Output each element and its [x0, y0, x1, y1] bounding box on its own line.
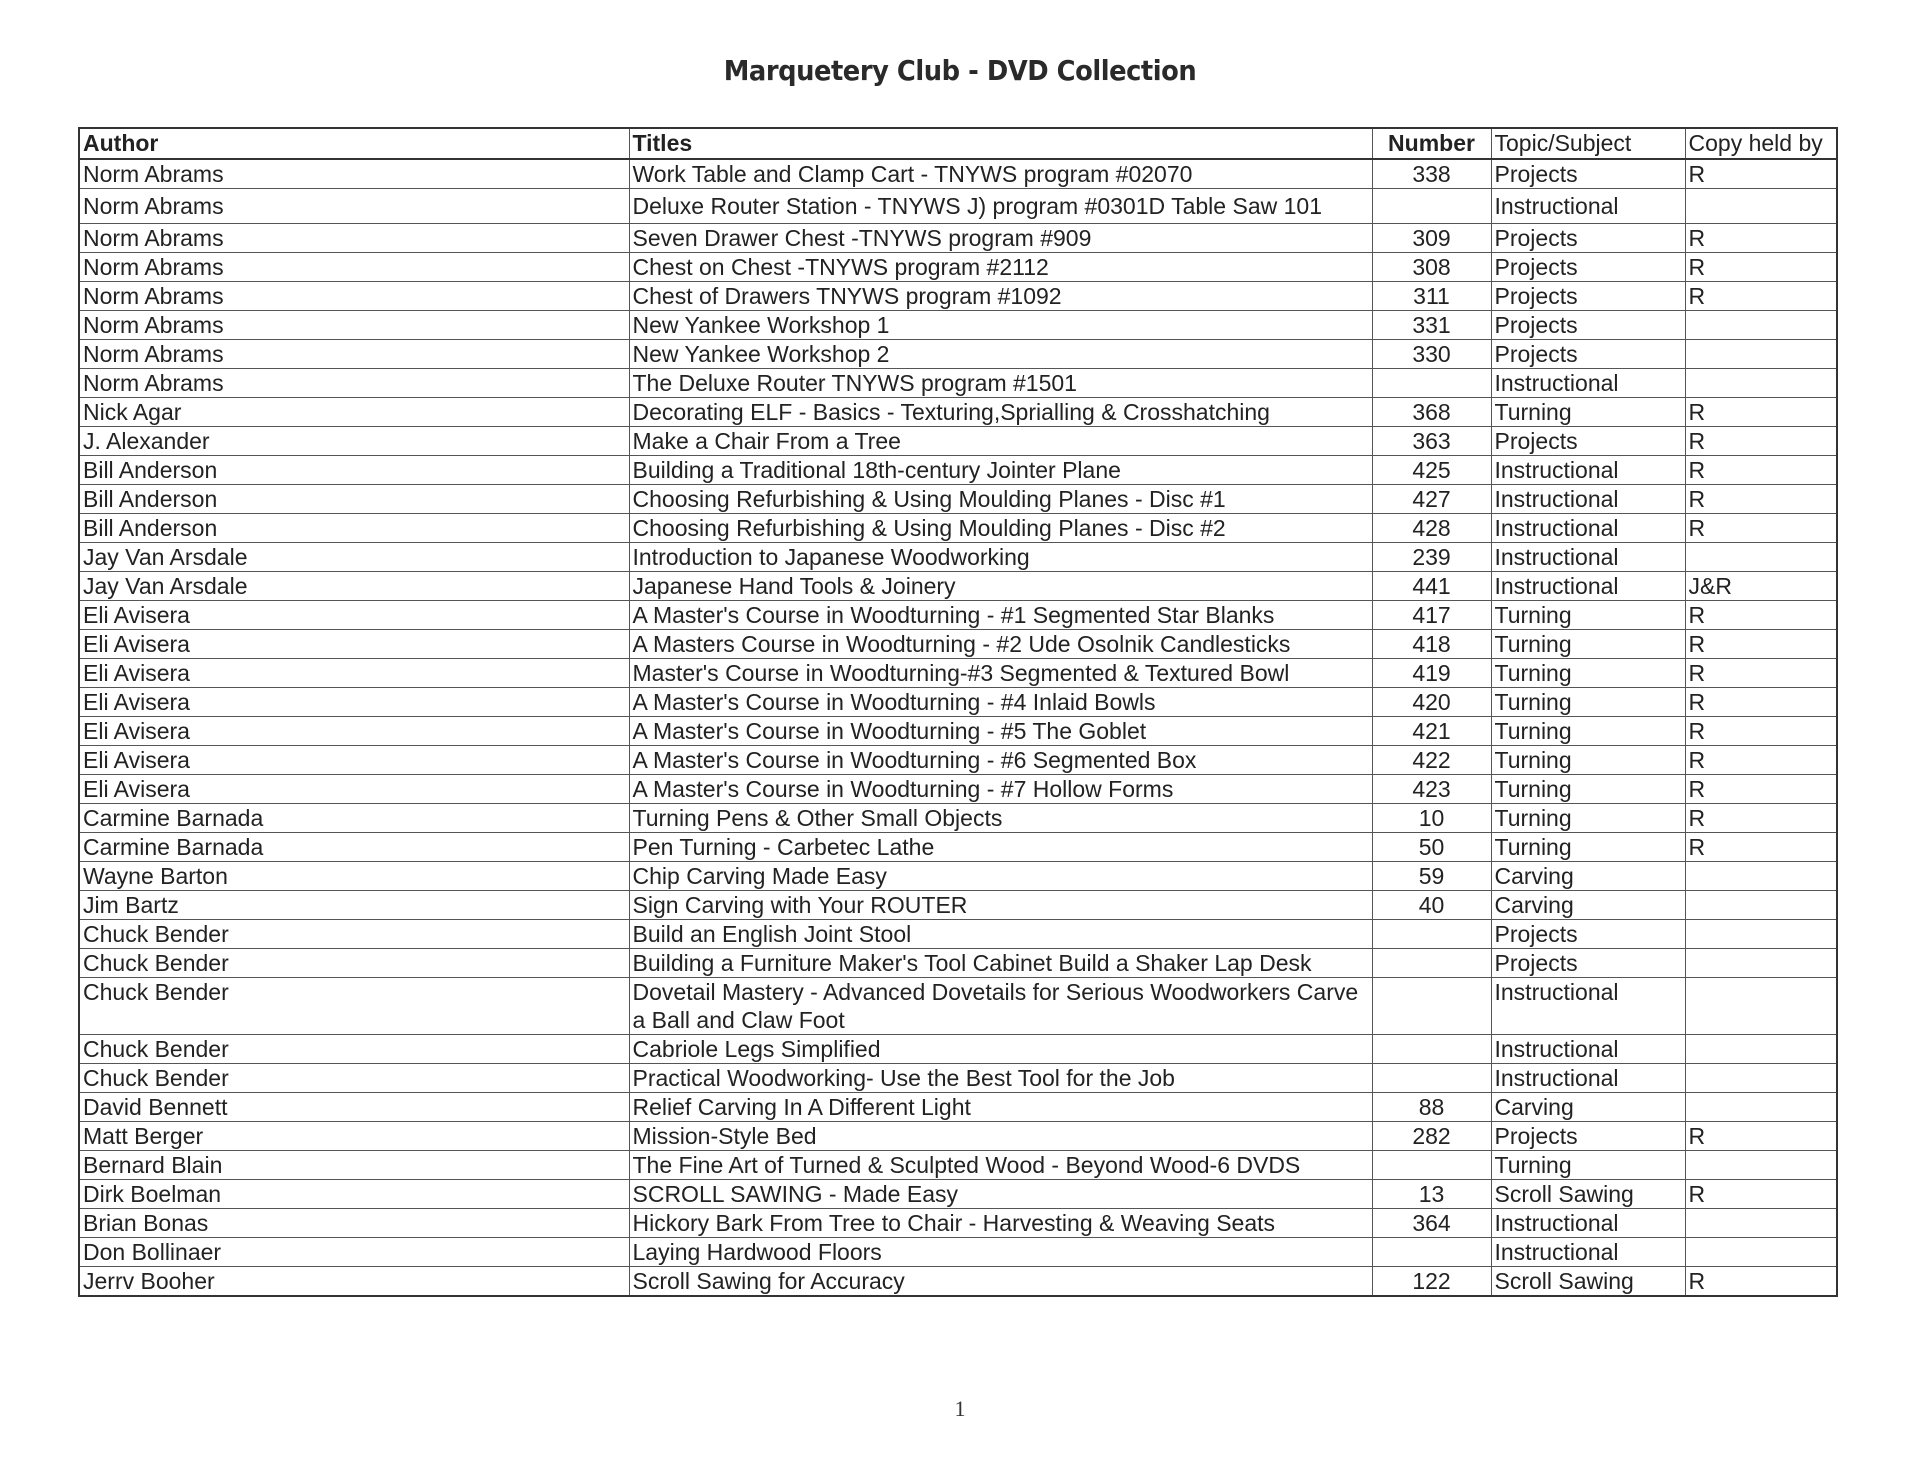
cell-copy-held-by: R: [1685, 659, 1836, 688]
cell-title: Introduction to Japanese Woodworking: [629, 543, 1372, 572]
cell-number: 423: [1372, 775, 1491, 804]
table-row: [80, 189, 1836, 224]
cell-copy-held-by: R: [1685, 601, 1836, 630]
cell-title: Dovetail Mastery - Advanced Dovetails for Serious Woodworkers Carve a Ball and Claw Foot: [629, 978, 1372, 1035]
cell-number: 88: [1372, 1093, 1491, 1122]
cell-copy-held-by: [1685, 369, 1836, 398]
table-row: [80, 456, 1836, 485]
cell-title: Chest of Drawers TNYWS program #1092: [629, 282, 1372, 311]
table-row: [80, 282, 1836, 311]
cell-copy-held-by: [1685, 1093, 1836, 1122]
cell-author: Carmine Barnada: [80, 804, 629, 833]
cell-title: Turning Pens & Other Small Objects: [629, 804, 1372, 833]
cell-copy-held-by: R: [1685, 282, 1836, 311]
cell-copy-held-by: [1685, 1035, 1836, 1064]
cell-topic: Scroll Sawing: [1491, 1180, 1685, 1209]
cell-number: 50: [1372, 833, 1491, 862]
cell-topic: Turning: [1491, 630, 1685, 659]
cell-topic: Turning: [1491, 659, 1685, 688]
cell-copy-held-by: R: [1685, 775, 1836, 804]
cell-author: Chuck Bender: [80, 920, 629, 949]
cell-number: 364: [1372, 1209, 1491, 1238]
cell-copy-held-by: [1685, 920, 1836, 949]
cell-copy-held-by: R: [1685, 1122, 1836, 1151]
cell-number: [1372, 1035, 1491, 1064]
table-row: [80, 717, 1836, 746]
cell-title: Choosing Refurbishing & Using Moulding Planes - Disc #2: [629, 514, 1372, 543]
cell-copy-held-by: R: [1685, 746, 1836, 775]
table-row: [80, 833, 1836, 862]
table-row: [80, 311, 1836, 340]
cell-title: New Yankee Workshop 2: [629, 340, 1372, 369]
cell-topic: Turning: [1491, 775, 1685, 804]
cell-copy-held-by: R: [1685, 224, 1836, 253]
table-row: [80, 1064, 1836, 1093]
cell-title: Build an English Joint Stool: [629, 920, 1372, 949]
cell-author: Norm Abrams: [80, 282, 629, 311]
cell-copy-held-by: R: [1688, 1268, 1706, 1294]
table-row: [80, 543, 1836, 572]
cell-author: Dirk Boelman: [80, 1180, 629, 1209]
table-row: [80, 949, 1836, 978]
cell-topic: Turning: [1491, 1151, 1685, 1180]
cell-topic: Instructional: [1491, 189, 1685, 224]
cell-author: Eli Avisera: [80, 717, 629, 746]
table-row: [80, 1180, 1836, 1209]
page-title: Marquetery Club - DVD Collection: [723, 54, 1197, 87]
cell-number: [1372, 920, 1491, 949]
table-row: [80, 601, 1836, 630]
cell-topic: Turning: [1491, 717, 1685, 746]
cell-title: New Yankee Workshop 1: [629, 311, 1372, 340]
cell-title: Building a Traditional 18th-century Jointer Plane: [629, 456, 1372, 485]
cell-copy-held-by: R: [1685, 427, 1836, 456]
cell-number: 368: [1372, 398, 1491, 427]
table-row: [80, 862, 1836, 891]
cell-title: Work Table and Clamp Cart - TNYWS program #02070: [629, 159, 1372, 189]
cell-author: Norm Abrams: [80, 224, 629, 253]
cell-title: The Fine Art of Turned & Sculpted Wood - Beyond Wood-6 DVDS: [629, 1151, 1372, 1180]
cell-number: [1372, 1064, 1491, 1093]
cell-topic: Instructional: [1491, 1209, 1685, 1238]
cell-title: Laying Hardwood Floors: [629, 1238, 1372, 1267]
cell-copy-held-by: [1685, 189, 1836, 224]
cell-copy-held-by: R: [1685, 717, 1836, 746]
cell-copy-held-by: R: [1685, 514, 1836, 543]
cell-topic: Projects: [1491, 427, 1685, 456]
cell-author: Eli Avisera: [80, 659, 629, 688]
cell-number: 421: [1372, 717, 1491, 746]
cell-number: 422: [1372, 746, 1491, 775]
cell-title: Practical Woodworking- Use the Best Tool for the Job: [629, 1064, 1372, 1093]
table-row: [80, 746, 1836, 775]
table-row: [80, 1267, 1836, 1296]
cell-title: Chest on Chest -TNYWS program #2112: [629, 253, 1372, 282]
cell-copy-held-by: [1685, 978, 1836, 1035]
cell-author: Wayne Barton: [80, 862, 629, 891]
cell-topic: Turning: [1491, 804, 1685, 833]
cell-number: 418: [1372, 630, 1491, 659]
cell-title: Relief Carving In A Different Light: [629, 1093, 1372, 1122]
header-topic: Topic/Subject: [1491, 129, 1685, 159]
table-row: [80, 1122, 1836, 1151]
cell-topic: Projects: [1491, 1122, 1685, 1151]
cell-author: J. Alexander: [80, 427, 629, 456]
cell-topic: Instructional: [1491, 456, 1685, 485]
cell-title: Mission-Style Bed: [629, 1122, 1372, 1151]
cell-author: Carmine Barnada: [80, 833, 629, 862]
table-row: [80, 369, 1836, 398]
cell-author: Norm Abrams: [80, 340, 629, 369]
cell-author: Norm Abrams: [80, 311, 629, 340]
cell-author: Norm Abrams: [80, 253, 629, 282]
cell-title: Building a Furniture Maker's Tool Cabinet Build a Shaker Lap Desk: [629, 949, 1372, 978]
cell-copy-held-by: [1685, 340, 1836, 369]
cell-number: 330: [1372, 340, 1491, 369]
cell-topic: Projects: [1491, 920, 1685, 949]
cell-copy-held-by: [1685, 891, 1836, 920]
cell-author: Chuck Bender: [80, 978, 629, 1035]
cell-topic: Turning: [1491, 398, 1685, 427]
cell-title: Pen Turning - Carbetec Lathe: [629, 833, 1372, 862]
cell-topic: Carving: [1491, 862, 1685, 891]
cell-number: [1372, 949, 1491, 978]
table-row: [80, 224, 1836, 253]
table-row: [80, 1035, 1836, 1064]
cell-copy-held-by: R: [1685, 688, 1836, 717]
cell-author: Jay Van Arsdale: [80, 572, 629, 601]
cell-author: Eli Avisera: [80, 630, 629, 659]
table-row: [80, 891, 1836, 920]
cell-author: Eli Avisera: [80, 601, 629, 630]
cell-copy-held-by: [1685, 1209, 1836, 1238]
cell-author: Chuck Bender: [80, 1035, 629, 1064]
cell-author: Brian Bonas: [80, 1209, 629, 1238]
cell-topic: Instructional: [1491, 1064, 1685, 1093]
table-row: [80, 253, 1836, 282]
cell-author: Eli Avisera: [80, 746, 629, 775]
table-row: [80, 159, 1836, 189]
cell-author: Eli Avisera: [80, 688, 629, 717]
cell-topic: Projects: [1491, 311, 1685, 340]
cell-title: SCROLL SAWING - Made Easy: [629, 1180, 1372, 1209]
cell-topic: Instructional: [1491, 572, 1685, 601]
cell-title: The Deluxe Router TNYWS program #1501: [629, 369, 1372, 398]
cell-copy-held-by: R: [1685, 398, 1836, 427]
cell-title: Cabriole Legs Simplified: [629, 1035, 1372, 1064]
cell-copy-held-by: [1685, 311, 1836, 340]
cell-copy-held-by: R: [1685, 253, 1836, 282]
cell-topic: Projects: [1491, 282, 1685, 311]
dvd-collection-table: [78, 127, 1838, 1297]
cell-number: 40: [1372, 891, 1491, 920]
cell-topic: Instructional: [1491, 1238, 1685, 1267]
cell-number: 282: [1372, 1122, 1491, 1151]
cell-topic: Instructional: [1491, 485, 1685, 514]
cell-topic: Projects: [1491, 253, 1685, 282]
cell-topic: Instructional: [1491, 369, 1685, 398]
table-row: [80, 1209, 1836, 1238]
cell-number: [1372, 369, 1491, 398]
cell-topic: Instructional: [1491, 514, 1685, 543]
header-copy-held-by: Copy held by: [1685, 129, 1836, 159]
cell-number: 311: [1372, 282, 1491, 311]
cell-topic: Scroll Sawing: [1491, 1267, 1685, 1296]
table-row: [80, 804, 1836, 833]
cell-title: Choosing Refurbishing & Using Moulding Planes - Disc #1: [629, 485, 1372, 514]
cell-number: 10: [1372, 804, 1491, 833]
cell-number: 428: [1372, 514, 1491, 543]
cell-author: Norm Abrams: [80, 189, 629, 224]
table-body: [80, 159, 1836, 1295]
cell-author: Bill Anderson: [80, 456, 629, 485]
cell-author: Bernard Blain: [80, 1151, 629, 1180]
header-number: Number: [1372, 129, 1491, 159]
header-author: Author: [80, 129, 629, 159]
cell-copy-held-by: [1685, 949, 1836, 978]
header-titles: Titles: [629, 129, 1372, 159]
table-row: [80, 659, 1836, 688]
cell-number: [1372, 978, 1491, 1035]
cell-number: 13: [1372, 1180, 1491, 1209]
cell-number: [1372, 189, 1491, 224]
cell-title: A Masters Course in Woodturning - #2 Ude Osolnik Candlesticks: [629, 630, 1372, 659]
cell-title: Chip Carving Made Easy: [629, 862, 1372, 891]
table-row: [80, 688, 1836, 717]
table-row: [80, 427, 1836, 456]
table-row: [80, 1238, 1836, 1267]
cell-author: Bill Anderson: [80, 485, 629, 514]
table-row: [80, 398, 1836, 427]
cell-author: David Bennett: [80, 1093, 629, 1122]
table-row: [80, 775, 1836, 804]
cell-author: Chuck Bender: [80, 949, 629, 978]
table-row: [80, 1093, 1836, 1122]
cell-number: 417: [1372, 601, 1491, 630]
cell-title: Seven Drawer Chest -TNYWS program #909: [629, 224, 1372, 253]
cell-copy-held-by: R: [1685, 833, 1836, 862]
cell-topic: Instructional: [1491, 1035, 1685, 1064]
cell-title: A Master's Course in Woodturning - #1 Segmented Star Blanks: [629, 601, 1372, 630]
cell-copy-held-by: [1685, 543, 1836, 572]
cell-number: 338: [1372, 159, 1491, 189]
table-row: [80, 514, 1836, 543]
cell-author: Eli Avisera: [80, 775, 629, 804]
table-row: [80, 572, 1836, 601]
cell-title: Deluxe Router Station - TNYWS J) program #0301D Table Saw 101: [629, 189, 1372, 224]
cell-topic: Projects: [1491, 224, 1685, 253]
cell-number: 309: [1372, 224, 1491, 253]
page-number: 1: [954, 1396, 966, 1421]
table-row: [80, 920, 1836, 949]
cell-copy-held-by: R: [1685, 630, 1836, 659]
cell-author: Norm Abrams: [80, 369, 629, 398]
cell-topic: Turning: [1491, 601, 1685, 630]
cell-number: 122: [1372, 1267, 1491, 1296]
table-row: [80, 485, 1836, 514]
table-row: [80, 1151, 1836, 1180]
cell-topic: Turning: [1491, 746, 1685, 775]
cell-topic: Instructional: [1491, 543, 1685, 572]
cell-number: 363: [1372, 427, 1491, 456]
cell-copy-held-by: [1685, 1151, 1836, 1180]
cell-topic: Instructional: [1491, 978, 1685, 1035]
cell-topic: Projects: [1491, 340, 1685, 369]
cell-title: Japanese Hand Tools & Joinery: [629, 572, 1372, 601]
cell-number: 308: [1372, 253, 1491, 282]
cell-title: Master's Course in Woodturning-#3 Segmented & Textured Bowl: [629, 659, 1372, 688]
cell-title: Sign Carving with Your ROUTER: [629, 891, 1372, 920]
cell-number: 419: [1372, 659, 1491, 688]
cell-number: 425: [1372, 456, 1491, 485]
cell-title: Make a Chair From a Tree: [629, 427, 1372, 456]
cell-number: 420: [1372, 688, 1491, 717]
cell-topic: Carving: [1491, 891, 1685, 920]
cell-author: Matt Berger: [80, 1122, 629, 1151]
table-header-row: [80, 129, 1836, 159]
cell-title: A Master's Course in Woodturning - #4 Inlaid Bowls: [629, 688, 1372, 717]
cell-number: 331: [1372, 311, 1491, 340]
cell-number: [1372, 1238, 1491, 1267]
cell-copy-held-by: J&R: [1685, 572, 1836, 601]
cell-author: Jim Bartz: [80, 891, 629, 920]
table-row: [80, 340, 1836, 369]
cell-topic: Turning: [1491, 833, 1685, 862]
table-row: [80, 978, 1836, 1035]
cell-number: 239: [1372, 543, 1491, 572]
cell-author: Bill Anderson: [80, 514, 629, 543]
cell-copy-held-by: R: [1685, 804, 1836, 833]
cell-author: Jerrv Booher: [80, 1267, 629, 1296]
cell-number: [1372, 1151, 1491, 1180]
cell-copy-held-by: [1685, 862, 1836, 891]
cell-copy-held-by: R: [1685, 159, 1836, 189]
cell-topic: Carving: [1491, 1093, 1685, 1122]
cell-number: 59: [1372, 862, 1491, 891]
cell-title: Decorating ELF - Basics - Texturing,Sprialling & Crosshatching: [629, 398, 1372, 427]
cell-author: Jay Van Arsdale: [80, 543, 629, 572]
cell-copy-held-by: R: [1685, 485, 1836, 514]
cell-author: Chuck Bender: [80, 1064, 629, 1093]
cell-topic: Projects: [1491, 949, 1685, 978]
cell-author: Don Bollinaer: [80, 1238, 629, 1267]
cell-number: 441: [1372, 572, 1491, 601]
cell-author: Nick Agar: [80, 398, 629, 427]
cell-copy-held-by: R: [1685, 1180, 1836, 1209]
cell-title: Scroll Sawing for Accuracy: [629, 1267, 1372, 1296]
cell-author: Norm Abrams: [80, 159, 629, 189]
cell-title: Hickory Bark From Tree to Chair - Harvesting & Weaving Seats: [629, 1209, 1372, 1238]
table-row: [80, 630, 1836, 659]
cell-number: 427: [1372, 485, 1491, 514]
cell-title: A Master's Course in Woodturning - #7 Hollow Forms: [629, 775, 1372, 804]
cell-copy-held-by: [1685, 1238, 1836, 1267]
cell-topic: Turning: [1491, 688, 1685, 717]
cell-title: A Master's Course in Woodturning - #6 Segmented Box: [629, 746, 1372, 775]
cell-topic: Projects: [1491, 159, 1685, 189]
cell-copy-held-by: [1685, 1064, 1836, 1093]
cell-title: A Master's Course in Woodturning - #5 The Goblet: [629, 717, 1372, 746]
cell-copy-held-by: R: [1685, 456, 1836, 485]
